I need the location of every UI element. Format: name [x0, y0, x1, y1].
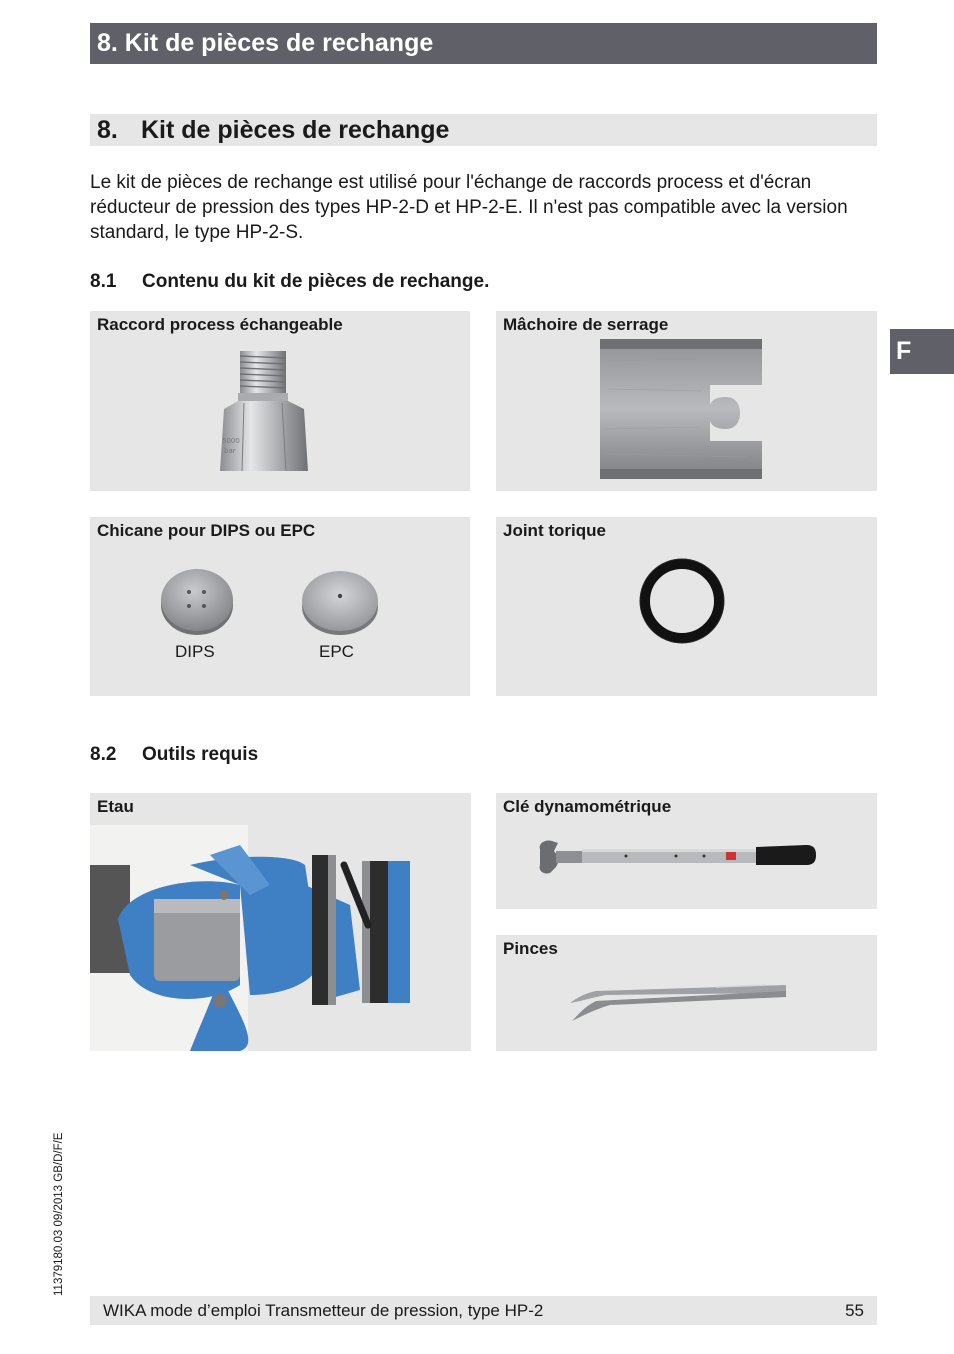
- page-number: 55: [845, 1301, 864, 1320]
- page-footer: [90, 1296, 877, 1325]
- section-number: 8.: [97, 116, 118, 144]
- subsection-number: 8.1: [90, 271, 117, 292]
- subsection-heading-tools: [90, 743, 258, 767]
- clamping-jaw-image: [598, 339, 768, 484]
- spare-part-o-ring: [496, 517, 877, 696]
- intro-paragraph: Le kit de pièces de rechange est utilisé pour l'échange de raccords process et d'écran réducteur de pression des types HP-2-D et HP-2-E. Il n'est pas compatible avec la version standard, le type HP-2-S.: [90, 172, 848, 243]
- language-tab[interactable]: [890, 329, 954, 374]
- section-heading: [90, 114, 877, 146]
- page-header-title: 8. Kit de pièces de rechange: [97, 29, 434, 57]
- box-title: Mâchoire de serrage: [503, 315, 669, 334]
- subsection-number: 8.2: [90, 744, 117, 765]
- page-header-bar: [90, 23, 877, 64]
- baffle-epc-image: [300, 567, 380, 639]
- box-title: Pinces: [503, 939, 558, 958]
- process-connection-image: [210, 343, 320, 483]
- torque-wrench-image: [536, 837, 818, 879]
- box-title: Chicane pour DIPS ou EPC: [97, 521, 316, 540]
- subsection-title: Outils requis: [142, 744, 259, 765]
- spare-part-baffle: [90, 517, 470, 696]
- box-title: Etau: [97, 797, 134, 816]
- vise-image: [90, 825, 471, 1051]
- spare-part-clamping-jaw: [496, 311, 877, 491]
- tool-torque-wrench: [496, 793, 877, 909]
- baffle-dips-image: [158, 565, 236, 637]
- box-title: Clé dynamométrique: [503, 797, 672, 816]
- spare-part-process-connection: [90, 311, 470, 491]
- tweezers-image: [566, 979, 790, 1025]
- caption-dips: DIPS: [175, 642, 215, 661]
- section-title: Kit de pièces de rechange: [141, 116, 450, 144]
- tool-vise: [90, 793, 471, 1051]
- subsection-title: Contenu du kit de pièces de rechange.: [142, 271, 490, 292]
- subsection-heading-contents: [90, 270, 489, 294]
- tool-tweezers: [496, 935, 877, 1051]
- caption-epc: EPC: [319, 642, 354, 661]
- o-ring-image: [636, 555, 728, 647]
- footer-text: WIKA mode d’emploi Transmetteur de pression, type HP-2: [103, 1301, 544, 1320]
- engraving-5000: 5000: [222, 437, 240, 445]
- box-title: Raccord process échangeable: [97, 315, 343, 334]
- language-tab-label: F: [896, 337, 912, 365]
- engraving-bar: bar: [224, 447, 236, 455]
- document-code: 11379180.03 09/2013 GB/D/F/E: [53, 1132, 65, 1296]
- box-title: Joint torique: [503, 521, 606, 540]
